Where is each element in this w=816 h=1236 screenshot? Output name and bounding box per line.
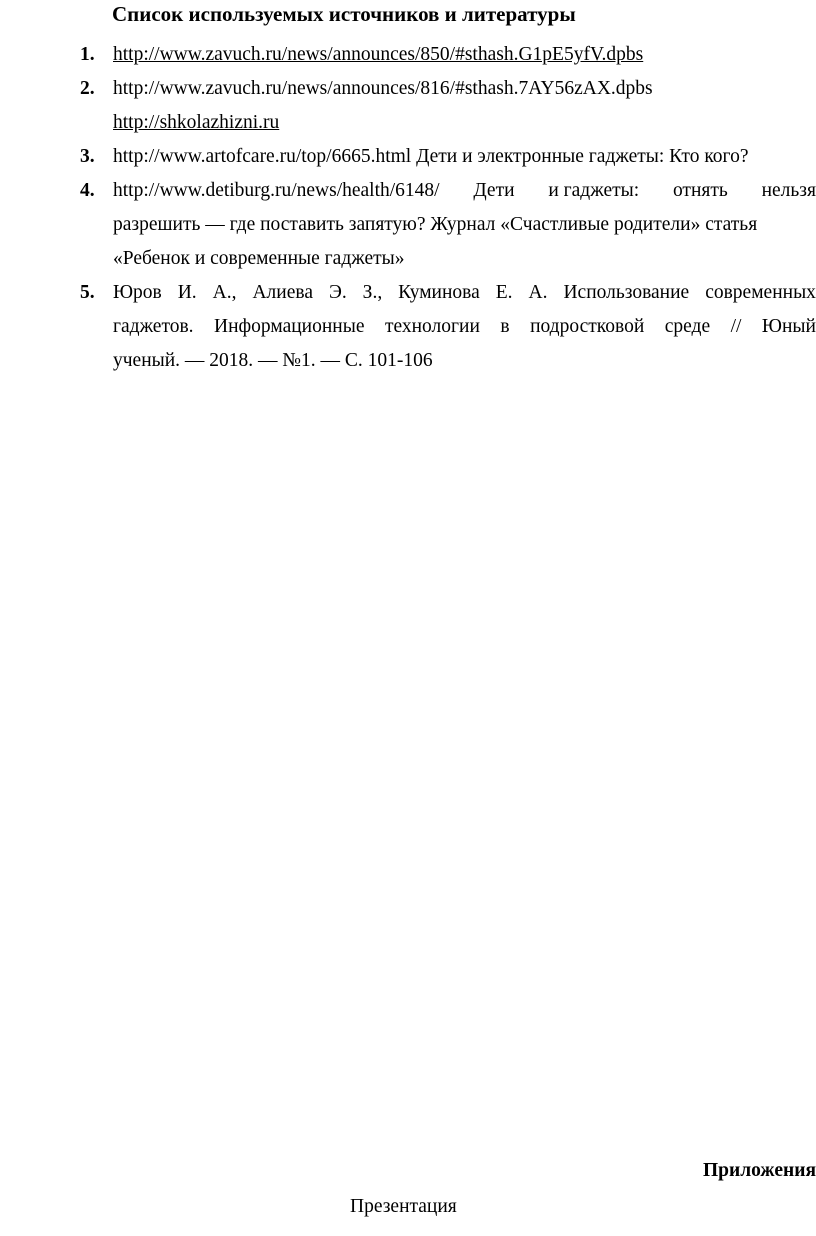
source-text-line [113, 276, 816, 310]
word: А. [528, 282, 548, 303]
word: разрешить — где поставить запятую? Журнал «Счастливые родители» статья [113, 214, 758, 235]
source-item-5 [80, 276, 816, 378]
word: http://www.detiburg.ru/news/health/6148/ [113, 180, 440, 201]
word: Э. [328, 282, 347, 303]
word: А., [212, 282, 237, 303]
word: гаджетов. [113, 316, 194, 337]
word: Использование [563, 282, 690, 303]
source-item-3 [80, 140, 816, 174]
page-title: Список используемых источников и литературы [112, 2, 576, 26]
word: Алиева [252, 282, 313, 303]
source-text-line: ученый. — 2018. — №1. — С. 101-106 [113, 350, 433, 371]
word: современных [705, 282, 816, 303]
source-item-1 [80, 38, 816, 72]
word: Информационные [214, 316, 365, 337]
word: среде [664, 316, 711, 337]
word: и гаджеты: [548, 180, 640, 201]
source-link[interactable]: http://shkolazhizni.ru [113, 112, 280, 133]
word: З., [362, 282, 383, 303]
word: технологии [384, 316, 480, 337]
source-number: 4. [80, 180, 95, 201]
word: отнять [672, 180, 728, 201]
source-number: 2. [80, 78, 95, 99]
source-number: 1. [80, 44, 95, 65]
word: Куминова [398, 282, 480, 303]
word: нельзя [761, 180, 816, 201]
word: в [500, 316, 510, 337]
word: // [730, 316, 742, 337]
source-link[interactable]: http://www.zavuch.ru/news/announces/850/#sthash.G1pE5yfV.dpbs [113, 44, 644, 65]
word: И. [177, 282, 197, 303]
source-text-line: «Ребенок и современные гаджеты» [113, 248, 405, 269]
source-item-4 [80, 174, 816, 276]
source-text-line [113, 310, 816, 344]
word: Е. [495, 282, 513, 303]
presentation-label: Презентация [350, 1196, 457, 1217]
source-item-2 [80, 72, 816, 140]
appendix-heading: Приложения [702, 1160, 816, 1181]
source-text-line [113, 208, 816, 242]
source-number: 5. [80, 282, 95, 303]
word: Юров [113, 282, 162, 303]
source-text: http://www.zavuch.ru/news/announces/816/#sthash.7AY56zAX.dpbs [113, 78, 653, 99]
source-text: http://www.artofcare.ru/top/6665.html Дети и электронные гаджеты: Кто кого? [113, 146, 749, 167]
source-text-line [113, 174, 816, 208]
word: Дети [473, 180, 515, 201]
word: Юный [761, 316, 816, 337]
word: подростковой [530, 316, 645, 337]
source-number: 3. [80, 146, 95, 167]
sources-list [80, 38, 816, 378]
